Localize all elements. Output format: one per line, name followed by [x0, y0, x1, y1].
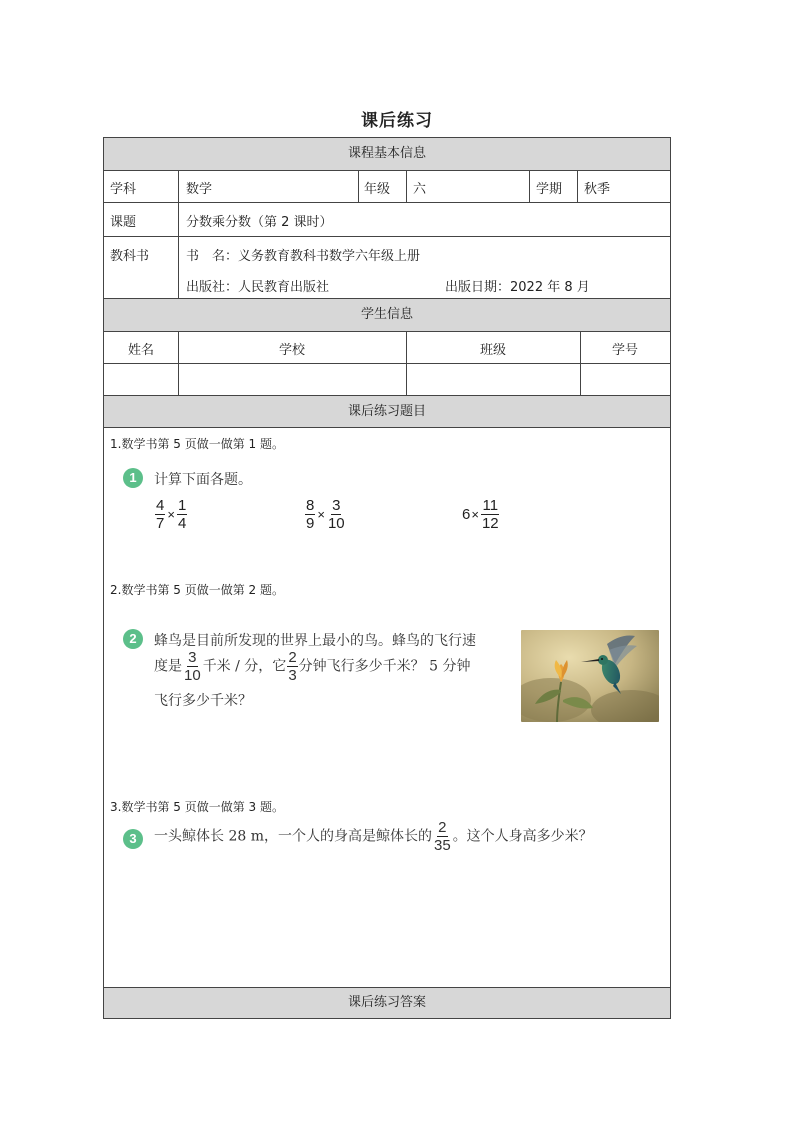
column-name: 姓名 [127, 343, 154, 358]
course-info-header: 课程基本信息 [104, 138, 670, 170]
textbook-name: 书 名：义务教育教科书数学六年级上册 [186, 249, 421, 264]
column-student-id: 学号 [611, 343, 638, 358]
textbook-publisher: 出版社：人民教育出版社 [186, 280, 330, 295]
expression-2: $\frac{8}{9}$ × $\frac{3}{10}$ [306, 497, 345, 532]
hummingbird-image [521, 630, 659, 722]
student-info-header: 学生信息 [104, 299, 670, 331]
question-2-line-1: 蜂鸟是目前所发现的世界上最小的鸟。蜂鸟的飞行速 [154, 633, 476, 649]
question-2-line-3: 飞行多少千米？ [154, 693, 252, 709]
fraction: $\frac{2}{35}$ [434, 819, 451, 854]
answers-header: 课后练习答案 [104, 988, 670, 1018]
question-2-badge: 2 [123, 629, 143, 649]
textbook-label: 教科书 [110, 249, 150, 264]
question-1-prompt: 计算下面各题。 [154, 472, 252, 488]
page-title: 课后练习 [361, 111, 433, 131]
fraction: $\frac{8}{9}$ [306, 497, 315, 532]
question-3-text: 一头鲸体长 28 m，一个人的身高是鲸体长的 $\frac{2}{35}$ 。这个人身高多少米？ [154, 819, 593, 854]
grade-label: 年级 [364, 182, 391, 197]
fraction: $\frac{1}{4}$ [177, 497, 187, 532]
fraction: $\frac{3}{10}$ [184, 649, 201, 684]
grade-value: 六 [413, 182, 427, 197]
question-2-line-2: 度是 $\frac{3}{10}$ 千米 / 分，它 $\frac{2}{3}$ 分钟飞行多少千米？ 5 分钟 [154, 649, 471, 684]
worksheet-table [103, 137, 671, 1019]
question-1-badge: 1 [123, 468, 143, 488]
term-value: 秋季 [584, 182, 611, 197]
subject-label: 学科 [110, 182, 137, 197]
expression-3: 6× $\frac{11}{12}$ [462, 497, 499, 532]
question-3-badge: 3 [123, 829, 143, 849]
question-2-heading: 2.数学书第 5 页做一做第 2 题。 [110, 583, 284, 597]
exercises-header: 课后练习题目 [104, 396, 670, 427]
fraction: $\frac{3}{10}$ [327, 497, 345, 532]
textbook-date: 出版日期：2022 年 8 月 [445, 280, 590, 295]
fraction: $\frac{2}{3}$ [288, 649, 297, 684]
term-label: 学期 [536, 182, 563, 197]
question-3-heading: 3.数学书第 5 页做一做第 3 题。 [110, 800, 284, 814]
subject-value: 数学 [186, 182, 213, 197]
expression-1: $\frac{4}{7}$ × $\frac{1}{4}$ [156, 497, 187, 532]
fraction: $\frac{11}{12}$ [481, 497, 499, 532]
column-school: 学校 [278, 343, 305, 358]
fraction: $\frac{4}{7}$ [156, 497, 165, 532]
column-class: 班级 [479, 343, 506, 358]
topic-value: 分数乘分数（第 2 课时） [186, 215, 333, 230]
topic-label: 课题 [110, 215, 137, 230]
question-1-heading: 1.数学书第 5 页做一做第 1 题。 [110, 437, 284, 451]
